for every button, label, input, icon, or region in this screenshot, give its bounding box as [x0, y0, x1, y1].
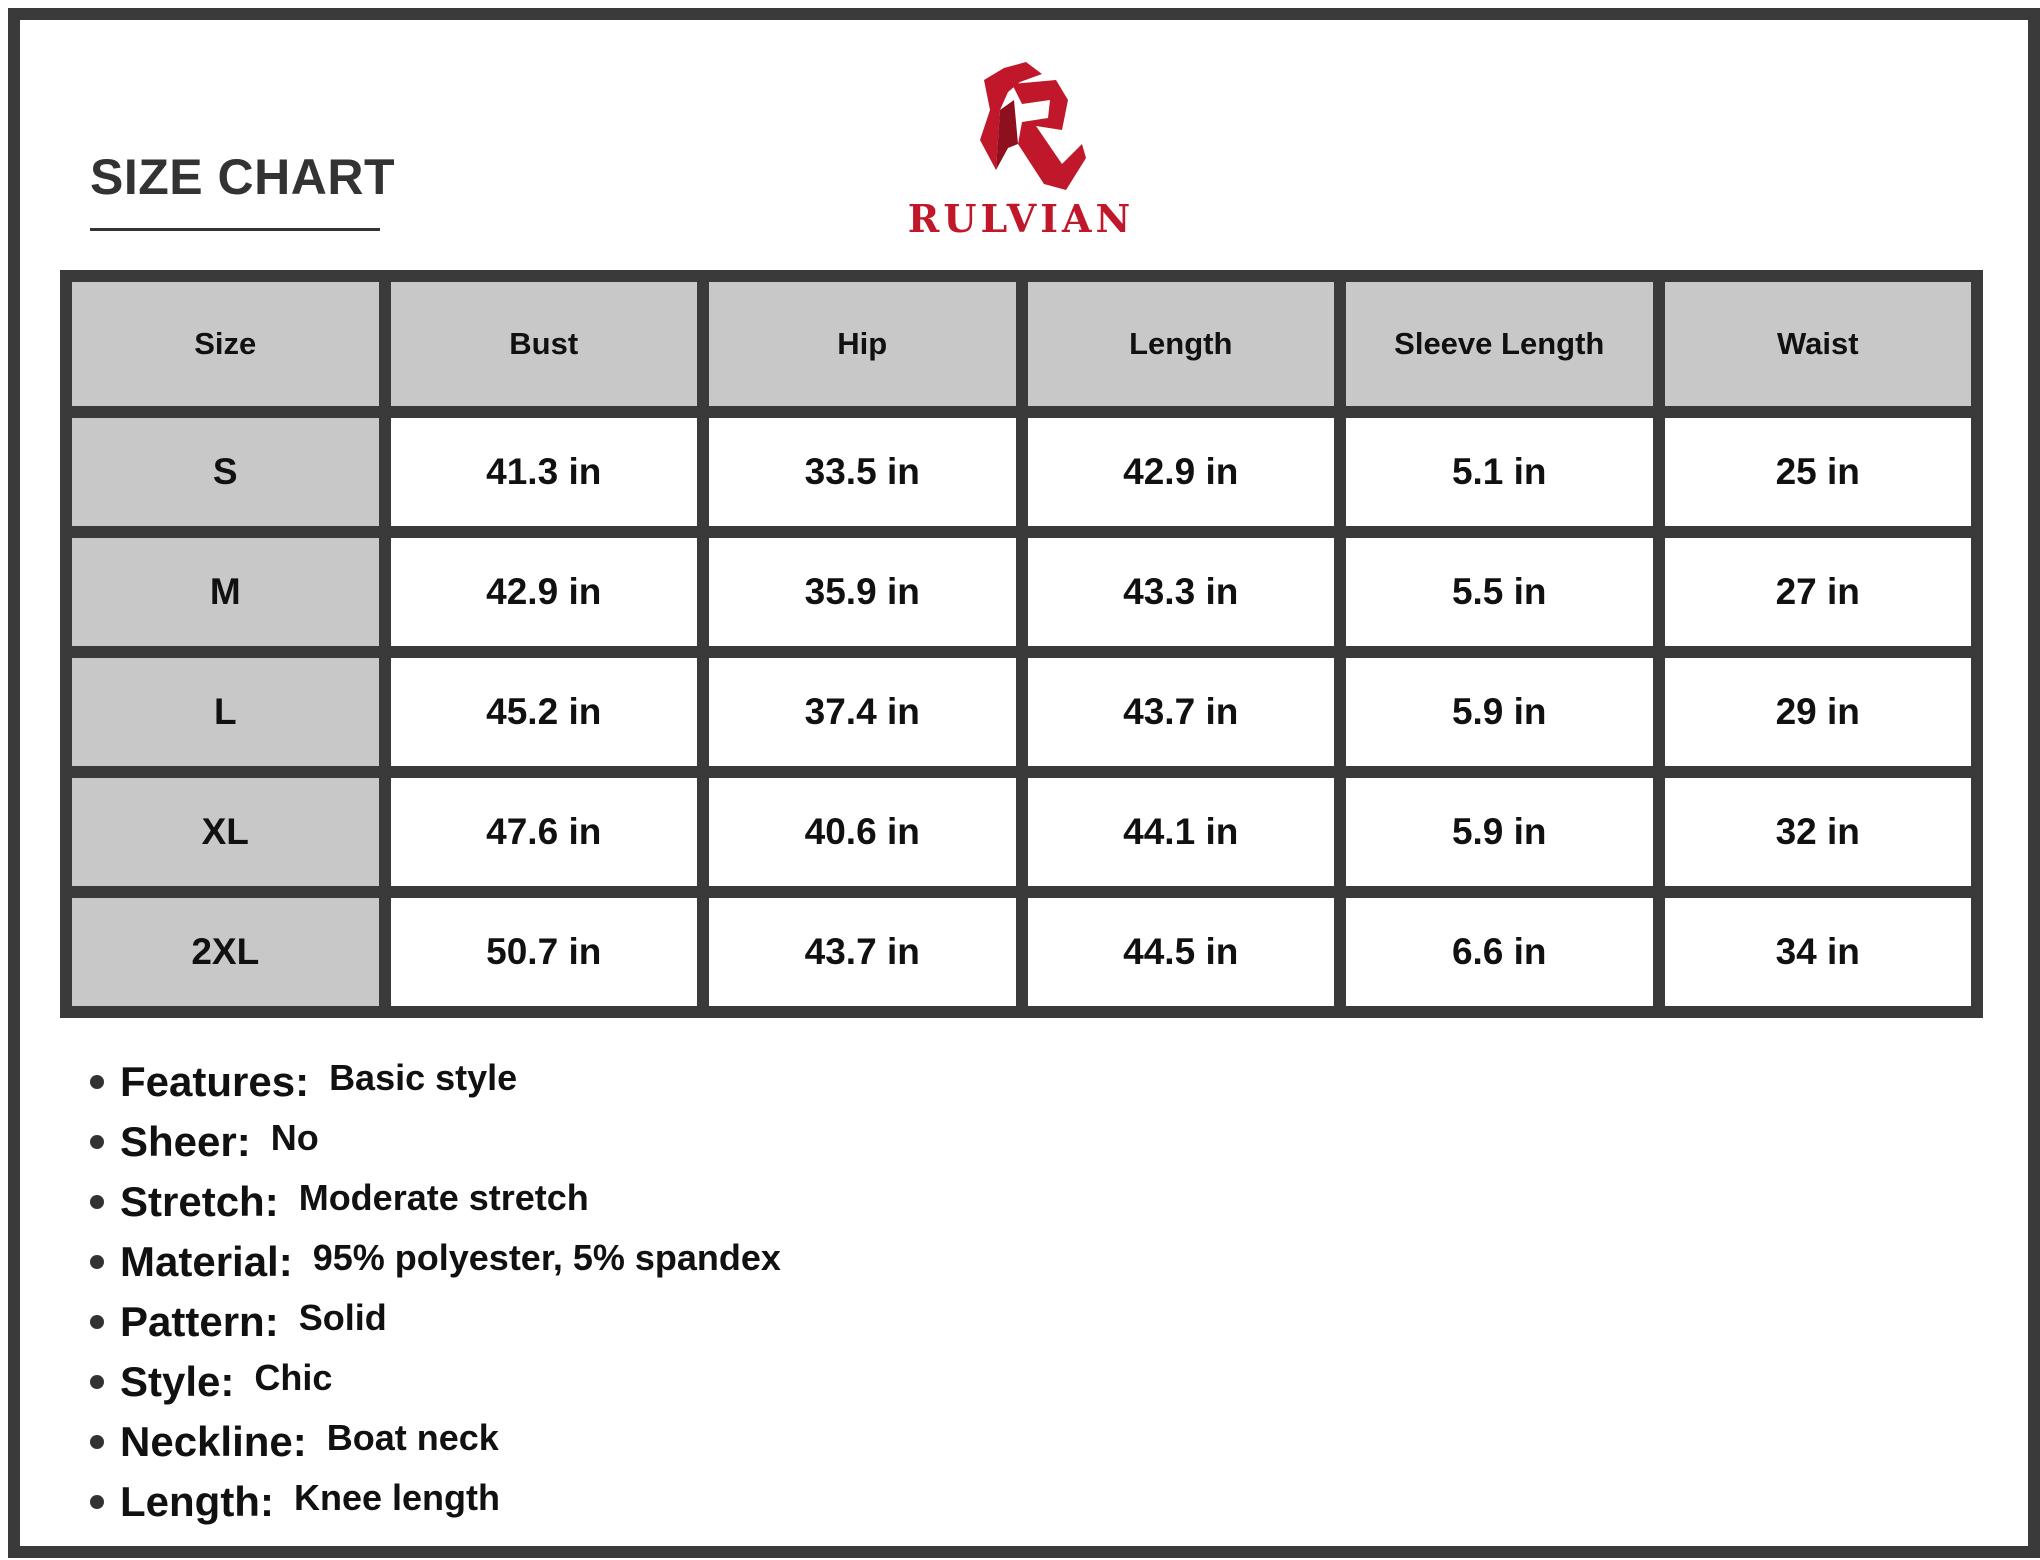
list-item: [90, 1352, 781, 1412]
table-cell: 50.7 in: [391, 898, 698, 1006]
size-cell: S: [72, 418, 379, 526]
table-row: [72, 538, 1971, 646]
bullet-icon: [90, 1195, 104, 1209]
page-title: SIZE CHART: [90, 149, 395, 205]
size-cell: XL: [72, 778, 379, 886]
feature-label: Neckline:: [120, 1418, 307, 1465]
feature-value: Chic: [254, 1357, 333, 1398]
size-cell: L: [72, 658, 379, 766]
column-header: Size: [72, 282, 379, 406]
size-cell: M: [72, 538, 379, 646]
table-cell: 5.9 in: [1346, 778, 1653, 886]
table-header-row: [72, 282, 1971, 406]
table-row: [72, 778, 1971, 886]
feature-label: Length:: [120, 1478, 274, 1525]
feature-value: Knee length: [293, 1477, 500, 1518]
feature-value: 95% polyester, 5% spandex: [312, 1237, 781, 1278]
table-cell: 33.5 in: [709, 418, 1016, 526]
brand-name: RULVIAN: [907, 196, 1135, 241]
feature-label: Sheer:: [120, 1118, 251, 1165]
table-cell: 43.7 in: [709, 898, 1016, 1006]
table-cell: 35.9 in: [709, 538, 1016, 646]
table-cell: 43.7 in: [1028, 658, 1335, 766]
bullet-icon: [90, 1435, 104, 1449]
bullet-icon: [90, 1315, 104, 1329]
table-cell: 47.6 in: [391, 778, 698, 886]
brand-r-icon: [956, 60, 1086, 190]
table-cell: 34 in: [1665, 898, 1972, 1006]
brand-logo: [898, 60, 1144, 250]
table-cell: 6.6 in: [1346, 898, 1653, 1006]
size-table: [60, 270, 1983, 1018]
table-cell: 5.1 in: [1346, 418, 1653, 526]
bullet-icon: [90, 1255, 104, 1269]
feature-value: Boat neck: [326, 1417, 499, 1458]
feature-list: [90, 1052, 781, 1532]
table-cell: 5.9 in: [1346, 658, 1653, 766]
size-cell: 2XL: [72, 898, 379, 1006]
table-row: [72, 898, 1971, 1006]
table-cell: 43.3 in: [1028, 538, 1335, 646]
feature-value: Solid: [298, 1297, 387, 1338]
column-header: Sleeve Length: [1346, 282, 1653, 406]
list-item: [90, 1232, 781, 1292]
list-item: [90, 1472, 781, 1532]
table-row: [72, 418, 1971, 526]
bullet-icon: [90, 1075, 104, 1089]
bullet-icon: [90, 1495, 104, 1509]
table-cell: 44.1 in: [1028, 778, 1335, 886]
feature-label: Features:: [120, 1058, 310, 1105]
table-cell: 41.3 in: [391, 418, 698, 526]
table-cell: 37.4 in: [709, 658, 1016, 766]
feature-label: Style:: [120, 1358, 235, 1405]
list-item: [90, 1112, 781, 1172]
column-header: Waist: [1665, 282, 1972, 406]
bullet-icon: [90, 1135, 104, 1149]
table-cell: 25 in: [1665, 418, 1972, 526]
feature-label: Pattern:: [120, 1298, 279, 1345]
table-cell: 42.9 in: [391, 538, 698, 646]
list-item: [90, 1172, 781, 1232]
column-header: Bust: [391, 282, 698, 406]
table-cell: 40.6 in: [709, 778, 1016, 886]
list-item: [90, 1292, 781, 1352]
bullet-icon: [90, 1375, 104, 1389]
table-cell: 27 in: [1665, 538, 1972, 646]
feature-value: No: [270, 1117, 319, 1158]
title-underline: [90, 228, 380, 231]
list-item: [90, 1052, 781, 1112]
table-row: [72, 658, 1971, 766]
feature-label: Stretch:: [120, 1178, 279, 1225]
table-cell: 42.9 in: [1028, 418, 1335, 526]
table-cell: 5.5 in: [1346, 538, 1653, 646]
column-header: Hip: [709, 282, 1016, 406]
column-header: Length: [1028, 282, 1335, 406]
table-cell: 44.5 in: [1028, 898, 1335, 1006]
table-cell: 29 in: [1665, 658, 1972, 766]
feature-value: Basic style: [329, 1057, 518, 1098]
table-cell: 45.2 in: [391, 658, 698, 766]
feature-label: Material:: [120, 1238, 293, 1285]
feature-value: Moderate stretch: [298, 1177, 589, 1218]
list-item: [90, 1412, 781, 1472]
table-cell: 32 in: [1665, 778, 1972, 886]
